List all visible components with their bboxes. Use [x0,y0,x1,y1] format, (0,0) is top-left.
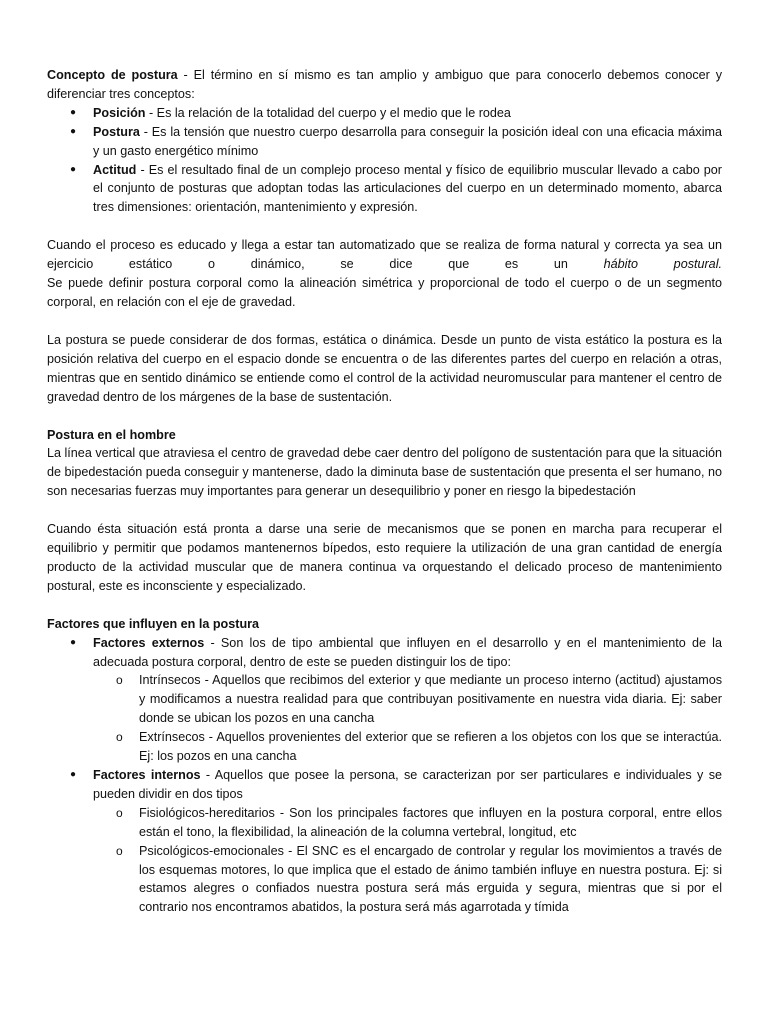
definition-postura: - Es la tensión que nuestro cuerpo desarrolla para conseguir la posición ideal con una eficacia máxima y un gasto energético mínimo [93,124,722,158]
habito-paragraph [47,236,722,312]
concepto-intro: - El término en sí mismo es tan amplio y ambiguo que para conocerlo debemos conocer y diferenciar tres conceptos: [47,68,722,101]
hombre-heading-text: Postura en el hombre [47,427,176,442]
list-item: o Psicológicos-emocionales - El SNC es el encargado de controlar y regular los movimientos a través de los esquemas motores, lo que implica que el estado de ánimo también influye en nuestra postura. Ej: si estamos alegres o confiados nuestra postura será más erguida y segura, mientras que si por el contrario nos encontramos abatidos, la postura será más agarrotada y tímida [93,842,722,918]
list-item: o Extrínsecos - Aquellos provenientes del exterior que se refieren a los objetos con los que se interactúa. Ej: los pozos en una cancha [93,728,722,766]
factores-list [47,634,722,918]
definition-posicion: - Es la relación de la totalidad del cuerpo y el medio que le rodea [145,105,511,120]
habito-line-2 [47,255,722,274]
list-item [47,123,722,161]
definition-actitud: - Es el resultado final de un complejo proceso mental y físico de equilibrio muscular llevado a cabo por el conjunto de posturas que adoptan todas las articulaciones del cuerpo en un determinado momento, abarca tres dimensiones: orientación, mantenimiento y expresión. [93,162,722,215]
externos-sublist [93,671,722,766]
concepto-paragraph [47,66,722,104]
list-item: o Intrínsecos - Aquellos que recibimos del exterior y que mediante un proceso interno (actitud) ajustamos y modificamos a nuestra realidad para que contribuyan positivamente en nuestra vida diaria. Ej: saber donde se ubican los pozos en una cancha [93,671,722,728]
habito-postural-term: hábito postural. [603,257,722,272]
definition-factores-internos: - Aquellos que posee la persona, se caracterizan por ser particulares e individuales y se pueden dividir en dos tipos [93,768,722,801]
habito-line-3: Se puede definir postura corporal como la alineación simétrica y proporcional de todo el cuerpo o de un segmento corporal, en relación con el eje de gravedad. [47,276,722,309]
term-postura: Postura [93,124,140,139]
hombre-heading [47,426,722,445]
habito-line-2-text: ejercicio estático o dinámico, se dice que es un [47,257,604,272]
document-page [47,66,722,917]
internos-sublist [93,804,722,917]
list-item [47,634,722,766]
habito-line-1: Cuando el proceso es educado y llega a estar tan automatizado que se realiza de forma natural y correcta ya sea un [47,238,722,253]
list-item [47,766,722,917]
concepto-heading: Concepto de postura [47,68,178,82]
term-factores-externos: Factores externos [93,635,205,650]
hombre-paragraph-1: La línea vertical que atraviesa el centro de gravedad debe caer dentro del polígono de sustentación para que la situación de bipedestación pueda conseguir y mantenerse, dado la diminuta base de sustentación que presenta el ser humano, no son necesarias fuerzas muy importantes para generar un desequilibrio y poner en riesgo la bipedestación [47,446,722,499]
term-posicion: Posición [93,105,146,120]
formas-paragraph: La postura se puede considerar de dos formas, estática o dinámica. Desde un punto de vista estático la postura es la posición relativa del cuerpo en el espacio donde se encuentra o de las diferentes partes del cuerpo en relación a otras, mientras que en sentido dinámico se entiende como el control de la actividad neuromuscular para mantener el centro de gravedad dentro de los márgenes de la base de sustentación. [47,332,722,404]
list-item [47,104,722,123]
list-item [47,161,722,218]
factores-heading [47,615,722,634]
term-actitud: Actitud [93,162,137,177]
list-item: o Fisiológicos-hereditarios - Son los principales factores que influyen en la postura corporal, entre ellos están el tono, la flexibilidad, la alineación de la columna vertebral, longitud, etc [93,804,722,842]
hombre-paragraph-2: Cuando ésta situación está pronta a darse una serie de mecanismos que se ponen en marcha para recuperar el equilibrio y permitir que podamos mantenernos bípedos, esto requiere la utilización de una gran cantidad de energía producto de la actividad muscular que de manera continua va orquestando el delicado proceso de mantenimiento postural, este es inconsciente y especializado. [47,522,722,593]
factores-heading-text: Factores que influyen en la postura [47,616,260,631]
term-factores-internos: Factores internos [93,768,201,782]
definition-factores-externos: - Son los de tipo ambiental que influyen en el desarrollo y en el mantenimiento de la adecuada postura corporal, dentro de este se pueden distinguir los de tipo: [93,635,722,669]
concepto-list [47,104,722,217]
